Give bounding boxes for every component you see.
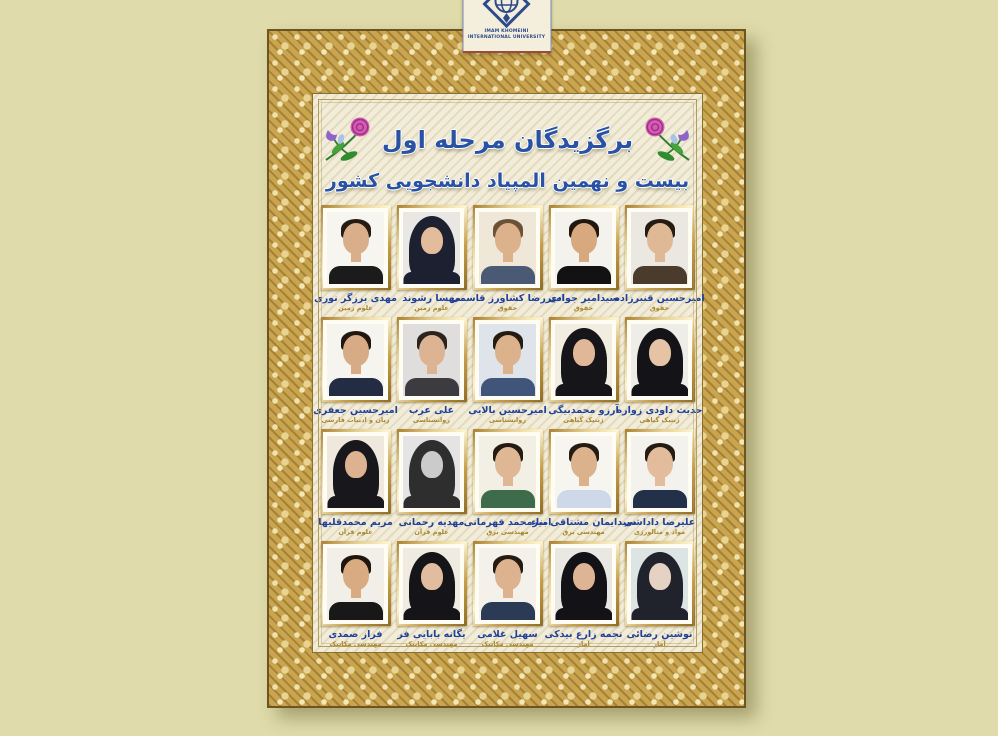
avatar-face [573,339,595,366]
student-cell [548,205,619,312]
avatar-face [421,563,443,590]
avatar-face [495,447,521,478]
student-name: علیرضا داداشی [623,517,696,528]
avatar-body [481,602,535,620]
student-photo-frame [397,429,467,514]
student-photo-frame [549,429,619,514]
student-field: مهندسی برق [562,528,605,536]
student-field: حقوق [649,304,670,312]
students-grid [313,205,705,648]
student-field: ژنتیک گیاهی [639,416,680,424]
avatar-face [647,223,673,254]
student-photo-matte [323,320,388,400]
university-logo-banner [462,0,551,53]
avatar-body [557,266,611,284]
student-photo-matte [323,208,388,288]
student-photo [555,548,612,620]
student-cell [548,317,619,424]
student-name: آرزو محمدبیگی [548,405,619,416]
student-photo-matte [475,432,540,512]
student-field: مهندسی مکانیک [329,640,382,648]
student-caption [314,293,397,312]
student-photo-frame [473,205,543,290]
title-row [320,114,695,166]
student-field: علوم زمین [338,304,373,312]
student-name: مهدی برزگر نوری [313,293,398,304]
avatar-body [631,384,688,396]
student-name: حدیث داودی زواره [616,405,703,416]
avatar-face [649,339,671,366]
student-name: سیدامیر جوادی [548,293,619,304]
student-field: مواد و متالورژی [633,528,686,536]
avatar-body [633,266,687,284]
student-field: حقوق [497,304,518,312]
student-name: امیرحسین بالایی [468,405,547,416]
student-photo-frame [549,205,619,290]
student-caption [409,405,454,424]
student-caption [545,629,623,648]
student-caption [397,629,465,648]
student-caption [624,517,695,536]
flower-bouquet-icon [320,115,372,165]
student-photo-frame [473,317,543,402]
student-caption [329,629,383,648]
student-photo-matte [475,544,540,624]
student-field: مهندسی مکانیک [405,640,458,648]
student-caption [477,629,537,648]
avatar-face [573,563,595,590]
student-photo-frame [473,541,543,626]
student-cell [313,205,398,312]
student-name: امیرحسین جعفری [313,405,398,416]
student-caption [548,405,619,424]
student-cell [396,317,467,424]
student-photo-frame [321,205,391,290]
student-photo-matte [399,544,464,624]
student-cell [396,541,467,648]
student-field: روانشناسی [488,416,527,424]
student-photo-frame [321,541,391,626]
student-caption [399,517,465,536]
student-photo [403,436,460,508]
avatar-face [343,223,369,254]
student-photo-matte [475,320,540,400]
student-caption [468,405,547,424]
student-photo [631,324,688,396]
student-cell [624,541,695,648]
student-name: نوشین رضائی [626,629,693,640]
student-photo-matte [551,432,616,512]
student-photo [479,436,536,508]
avatar-face [495,559,521,590]
avatar-face [571,223,597,254]
student-photo-matte [323,432,388,512]
student-name: امیرمحمد قهرمانی [463,517,552,528]
student-photo-matte [627,208,692,288]
student-field: آمار [577,640,590,648]
student-field: زبان و ادبیات فارسی [321,416,390,424]
student-caption [617,405,703,424]
university-name-english: IMAM KHOMEINI INTERNATIONAL UNIVERSITY [467,29,546,40]
student-photo-frame [397,541,467,626]
avatar-body [403,496,460,508]
student-name: مهسا رشوند [402,293,461,304]
student-photo [479,212,536,284]
student-photo-matte [475,208,540,288]
student-photo-matte [627,320,692,400]
student-caption [318,517,393,536]
poster-title-line2: بیست و نهمین المپیاد دانشجویی کشور [325,170,690,192]
avatar-face [345,451,367,478]
student-field: علوم زمین [414,304,449,312]
student-photo [555,212,612,284]
student-photo [327,324,384,396]
avatar-face [421,451,443,478]
student-caption [627,629,693,648]
avatar-face [495,335,521,366]
student-photo-frame [625,205,695,290]
flower-bouquet-icon [643,115,695,165]
student-cell [614,205,705,312]
student-field: آمار [653,640,666,648]
university-emblem-icon [483,0,531,28]
student-cell [531,429,636,536]
student-photo-matte [399,432,464,512]
avatar-body [481,266,535,284]
avatar-face [571,447,597,478]
student-photo-matte [551,544,616,624]
student-photo-frame [625,317,695,402]
student-name: امیرحسین قنبرزاده [614,293,705,304]
student-photo [403,548,460,620]
student-field: علوم قرآن [414,528,449,536]
student-photo [327,212,384,284]
student-name: فراز صمدی [328,629,383,640]
student-cell [396,429,467,536]
student-photo-frame [321,317,391,402]
avatar-face [495,223,521,254]
student-photo-frame [625,429,695,514]
avatar-body [481,490,535,508]
student-name: سیدایمان مشتاقی بناء [531,517,636,528]
student-cell [320,429,391,536]
avatar-body [633,490,687,508]
student-photo-frame [473,429,543,514]
student-photo-frame [397,205,467,290]
student-photo-matte [323,544,388,624]
student-photo-frame [397,317,467,402]
student-name: یگانه بابایی فر [397,629,466,640]
student-cell [468,317,547,424]
student-field: علوم قرآن [338,528,373,536]
poster-inner-panel [312,93,703,653]
student-photo-frame [549,317,619,402]
student-cell [313,317,398,424]
avatar-body [327,496,384,508]
avatar-body [557,490,611,508]
student-field: مهندسی مکانیک [481,640,534,648]
student-photo [555,324,612,396]
avatar-face [343,559,369,590]
student-field: حقوق [573,304,594,312]
avatar-body [631,608,688,620]
student-name: مهدیه رحمانی [398,517,465,528]
student-photo [631,212,688,284]
avatar-body [329,266,383,284]
poster-title-line1: برگزیدگان مرحله اول [381,126,634,154]
student-photo-matte [551,208,616,288]
student-photo-matte [627,544,692,624]
student-photo-matte [551,320,616,400]
student-photo-matte [399,320,464,400]
student-field: ژنتیک گیاهی [563,416,604,424]
student-field: مهندسی برق [486,528,529,536]
avatar-face [421,227,443,254]
student-photo [327,548,384,620]
student-caption [548,293,619,312]
student-photo [555,436,612,508]
avatar-face [419,335,445,366]
student-name: علی عرب [408,405,455,416]
student-photo [327,436,384,508]
student-name: نجمه زارع بیدکی [544,629,623,640]
student-cell [624,429,695,536]
avatar-body [405,378,459,396]
student-photo [403,324,460,396]
avatar-body [403,608,460,620]
avatar-body [555,608,612,620]
student-photo [403,212,460,284]
student-caption [313,405,398,424]
student-cell [616,317,703,424]
student-photo-matte [627,432,692,512]
student-cell [320,541,391,648]
olympiad-poster [267,29,746,708]
student-photo-frame [321,429,391,514]
student-photo-matte [399,208,464,288]
student-photo-frame [625,541,695,626]
avatar-body [329,602,383,620]
student-caption [614,293,704,312]
student-photo-frame [549,541,619,626]
student-photo [479,324,536,396]
student-photo [631,436,688,508]
student-name: امیررضا کشاورز قاسمی [450,293,565,304]
student-cell [544,541,623,648]
avatar-face [649,563,671,590]
student-photo [479,548,536,620]
avatar-body [329,378,383,396]
avatar-body [403,272,460,284]
student-photo [631,548,688,620]
avatar-body [555,384,612,396]
student-name: سهیل غلامی [477,629,538,640]
avatar-body [481,378,535,396]
avatar-face [343,335,369,366]
avatar-face [647,447,673,478]
student-caption [531,517,636,536]
student-field: روانشناسی [412,416,451,424]
student-name: مریم محمدقلیها [318,517,393,528]
student-cell [450,205,565,312]
student-cell [472,541,543,648]
